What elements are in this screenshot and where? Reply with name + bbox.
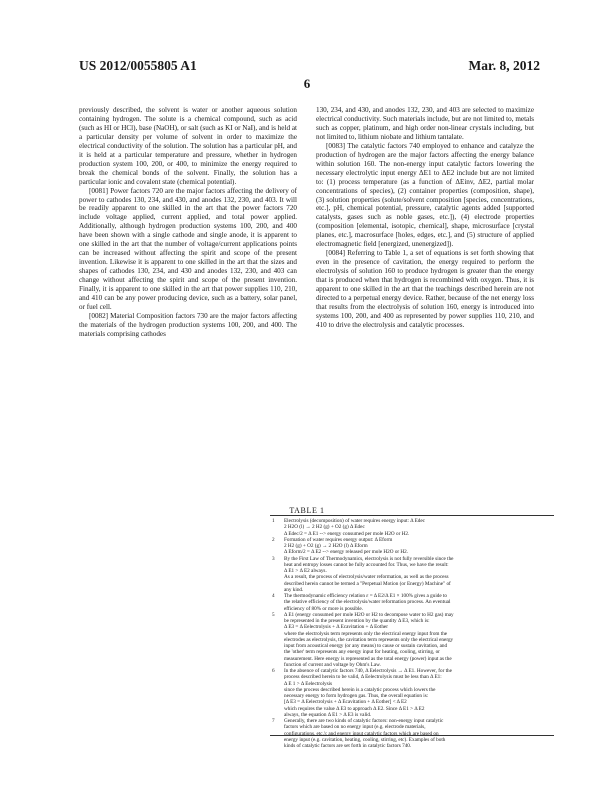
- row-text: [284, 593, 554, 612]
- row-line: In the absence of catalytic factors 740, Δ Eelectrolysis → Δ E1. However, for the: [284, 668, 452, 674]
- row-line: Δ E 1 > Δ Eelectrolysis: [284, 680, 333, 687]
- right-column: [316, 106, 534, 330]
- row-line: input from acoustical energy (or any means) to cause or sustain cavitation, and: [284, 643, 448, 649]
- row-text: [284, 668, 554, 718]
- row-line: since the process described herein is a catalytic process which lowers the: [284, 686, 436, 693]
- row-text: [284, 537, 554, 556]
- left-column: [79, 106, 297, 339]
- table-title: TABLE 1: [289, 506, 325, 515]
- table-top-rule: [270, 515, 554, 516]
- paragraph-0084: [0084] Referring to Table 1, a set of equations is set forth showing that even in the presence of cavitation, the energy required to perform the electrolysis of solution 160 to produce hydrogen is greater than the energy that is produced when that hydrogen is recombined with oxygen. Thus, it is apparent to one skilled in the art that the teachings described herein are not directed to a perpetual energy device. Rather, because of the net energy loss that results from the electrolysis of solution 160, energy is introduced into systems 100, 200, and 400 as represented by power supplies 110, 210, and 410 to drive the electrolysis and catalytic processes.: [316, 249, 534, 329]
- row-text: [284, 718, 554, 749]
- table-row: [272, 718, 554, 749]
- row-line: Δ E1 > Δ E2 always.: [284, 568, 327, 574]
- row-text: [284, 518, 554, 537]
- row-line: By the First Law of Thermodynamics, electrolysis is not fully reversible since the: [284, 555, 454, 562]
- row-line: As a result, the process of electrolysis/water reformation, as well as the process: [284, 574, 449, 581]
- page-number: 6: [303, 76, 311, 91]
- row-line: described herein cannot be termed a "Perpetual Motion (or Energy) Machine" of: [284, 580, 451, 587]
- row-line: [Δ E3 = Δ Eelectrolysis + Δ Ecavitation + Δ Eother] < Δ E2: [284, 699, 407, 706]
- row-line: Δ E1 (energy consumed per mole H2O or H2 to decompose water to H2 gas) may: [284, 611, 454, 618]
- row-line: process described herein to be valid, Δ Eelectrolysis must be less than Δ E1:: [284, 674, 442, 681]
- row-number: 7: [272, 718, 275, 724]
- row-number: 5: [272, 611, 275, 618]
- row-line: where the electrolysis term represents only the electrical energy input from the: [284, 630, 448, 637]
- table-row: [272, 612, 554, 668]
- paragraph-0082: [0082] Material Composition factors 730 are the major factors affecting the materials of the hydrogen production systems 100, 200, and 400. The materials comprising cathodes: [79, 311, 297, 338]
- row-line: the 'other' term represents any energy input for heating, cooling, stirring, or: [284, 649, 440, 656]
- row-line: electrodes as electrolysis, the cavitation term represents only the electrical energy: [284, 636, 454, 643]
- paragraph: previously described, the solvent is water or another aqueous solution containing hydrogen. The solute is a chemical compound, such as acid (such as HI or HCl), base (NaOH), or salt (such as KI or NaI), and is held at a particular density per volume of solvent in order to maximize the electrical conductivity of the solution. The solution has a particular pH, and it is held at a particular temperature and pressure, whether in hydrogen production system 100, 200, or 400, to minimize the energy required to break the chemical bonds of the solvent. Finally, the solution has a particular ionic and covalent state (chemical potential).: [79, 106, 297, 186]
- row-line: heat and entropy losses cannot be fully accounted for. Thus, we have the result:: [284, 561, 449, 568]
- table-row: [272, 668, 554, 718]
- row-line: any kind.: [284, 586, 304, 593]
- row-number: 1: [272, 518, 275, 524]
- patent-number: US 2012/0055805 A1: [79, 58, 197, 73]
- row-line: kinds of catalytic factors are set forth in catalytic factors 740.: [284, 743, 412, 749]
- row-line: which requires the value Δ E3 to approach Δ E2. Since Δ E1 > Δ E2: [284, 705, 425, 712]
- row-line: efficiency of 80% or more is possible.: [284, 605, 363, 612]
- table-row: [272, 537, 554, 556]
- publication-date: Mar. 8, 2012: [468, 58, 540, 73]
- row-line: Electrolysis (decomposition) of water requires energy input: Δ Edec: [284, 518, 425, 524]
- row-line: The thermodynamic efficiency relation ε = Δ E2/Δ E1 × 100% gives a guide to: [284, 593, 447, 599]
- paragraph-0081: [0081] Power factors 720 are the major factors affecting the delivery of power to cathodes 130, 234, and 430, and anodes 132, 230, and 403. It will be readily apparent to one skilled in the art that the power factors 720 include voltage applied, current applied, and total power applied. Additionally, although hydrogen production systems 100, 200, and 400 have been shown with a single cathode and single anode, it is apparent to one skilled in the art that the number of voltage/current applications points can be increased without affecting the spirit and scope of the present invention. Likewise it is apparent to one skilled in the art that the sizes and shapes of cathodes 130, 234, and 430 and anodes 132, 230, and 403 can change without affecting the spirit and scope of the present invention. Finally, it is apparent to one skilled in the art that power supplies 110, 210, and 410 can be any power producing device, such as a battery, solar panel, or fuel cell.: [79, 186, 297, 311]
- row-line: Formation of water requires energy output: Δ Eform: [284, 536, 393, 543]
- paragraph-0083: [0083] The catalytic factors 740 employed to enhance and catalyze the production of hydrogen are the major factors affecting the energy balance within solution 160. The non-energy input catalytic factors lowering the necessary electrolytic input energy ΔE1 to ΔE2 include but are not limited to: (1) process temperature (as a function of ΔEinv, ΔE2, partial molar concentrations of species), (2) container properties (composition, shape), (3) solution properties (solute/solvent composition [species, concentrations, etc.], pH, chemical potential, pressure, catalytic agents added [supported catalysts, gases such as noble gases, etc.]), (4) electrode properties (composition [elemental, isotopic, chemical], shape, microsurface [crystal planes, etc.], macrosurface [holes, edges, etc.], and (5) structure of applied electromagnetic field [energized, unenergized]).: [316, 141, 534, 249]
- row-line: always, the equation Δ E1 > Δ E3 is valid.: [284, 711, 372, 718]
- row-line: function of current and voltage by Ohm's Law.: [284, 661, 381, 668]
- row-number: 3: [272, 555, 275, 562]
- row-line: 2 H2 (g) + O2 (g) → 2 H2O (l) Δ Eform: [284, 543, 368, 549]
- row-text: [284, 556, 554, 594]
- row-number: 2: [272, 536, 275, 543]
- row-number: 4: [272, 593, 275, 599]
- row-line: energy input (e.g. cavitation, heating, cooling, stirring, etc). Examples of both: [284, 736, 446, 743]
- row-line: Δ E3 = Δ Eelectrolysis + Δ Ecavitation + Δ Eother: [284, 624, 388, 631]
- row-line: Δ Edec/2 = Δ E1 --> energy consumed per mole H2O or H2.: [284, 530, 410, 537]
- table-row: [272, 518, 554, 537]
- row-number: 6: [272, 668, 275, 674]
- row-line: configurations, etc.); and energy input catalytic factors which are based on: [284, 730, 439, 737]
- table-bottom-rule: [270, 735, 554, 736]
- row-line: necessary energy to form hydrogen gas. Thus, the overall equation is:: [284, 693, 429, 699]
- row-text: [284, 612, 554, 668]
- row-line: the relative efficiency of the electrolysis/water reformation process. An eventual: [284, 599, 451, 606]
- table-row: [272, 593, 554, 612]
- row-line: be represented in the present invention by the quantity Δ E3, which is:: [284, 618, 430, 624]
- row-line: Generally, there are two kinds of catalytic factors: non-energy input catalytic: [284, 718, 444, 724]
- paragraph: 130, 234, and 430, and anodes 132, 230, and 403 are selected to maximize electrical conductivity. Such materials include, but are not limited to, metals such as copper, platinum, and high order non-linear crystals including, but not limited to, lithium niobate and lithium tantalate.: [316, 106, 534, 141]
- row-line: factors which are based on no energy input (e.g. electrode materials,: [284, 724, 426, 731]
- equations-table: [272, 518, 554, 749]
- row-line: Δ Eform/2 = Δ E2 --> energy released per mole H2O or H2.: [284, 549, 409, 556]
- row-line: 2 H2O (l) → 2 H2 (g) + O2 (g) Δ Edec: [284, 524, 365, 531]
- table-row: [272, 556, 554, 594]
- row-line: measurement. Here energy is represented as the total energy (power) input as the: [284, 655, 452, 662]
